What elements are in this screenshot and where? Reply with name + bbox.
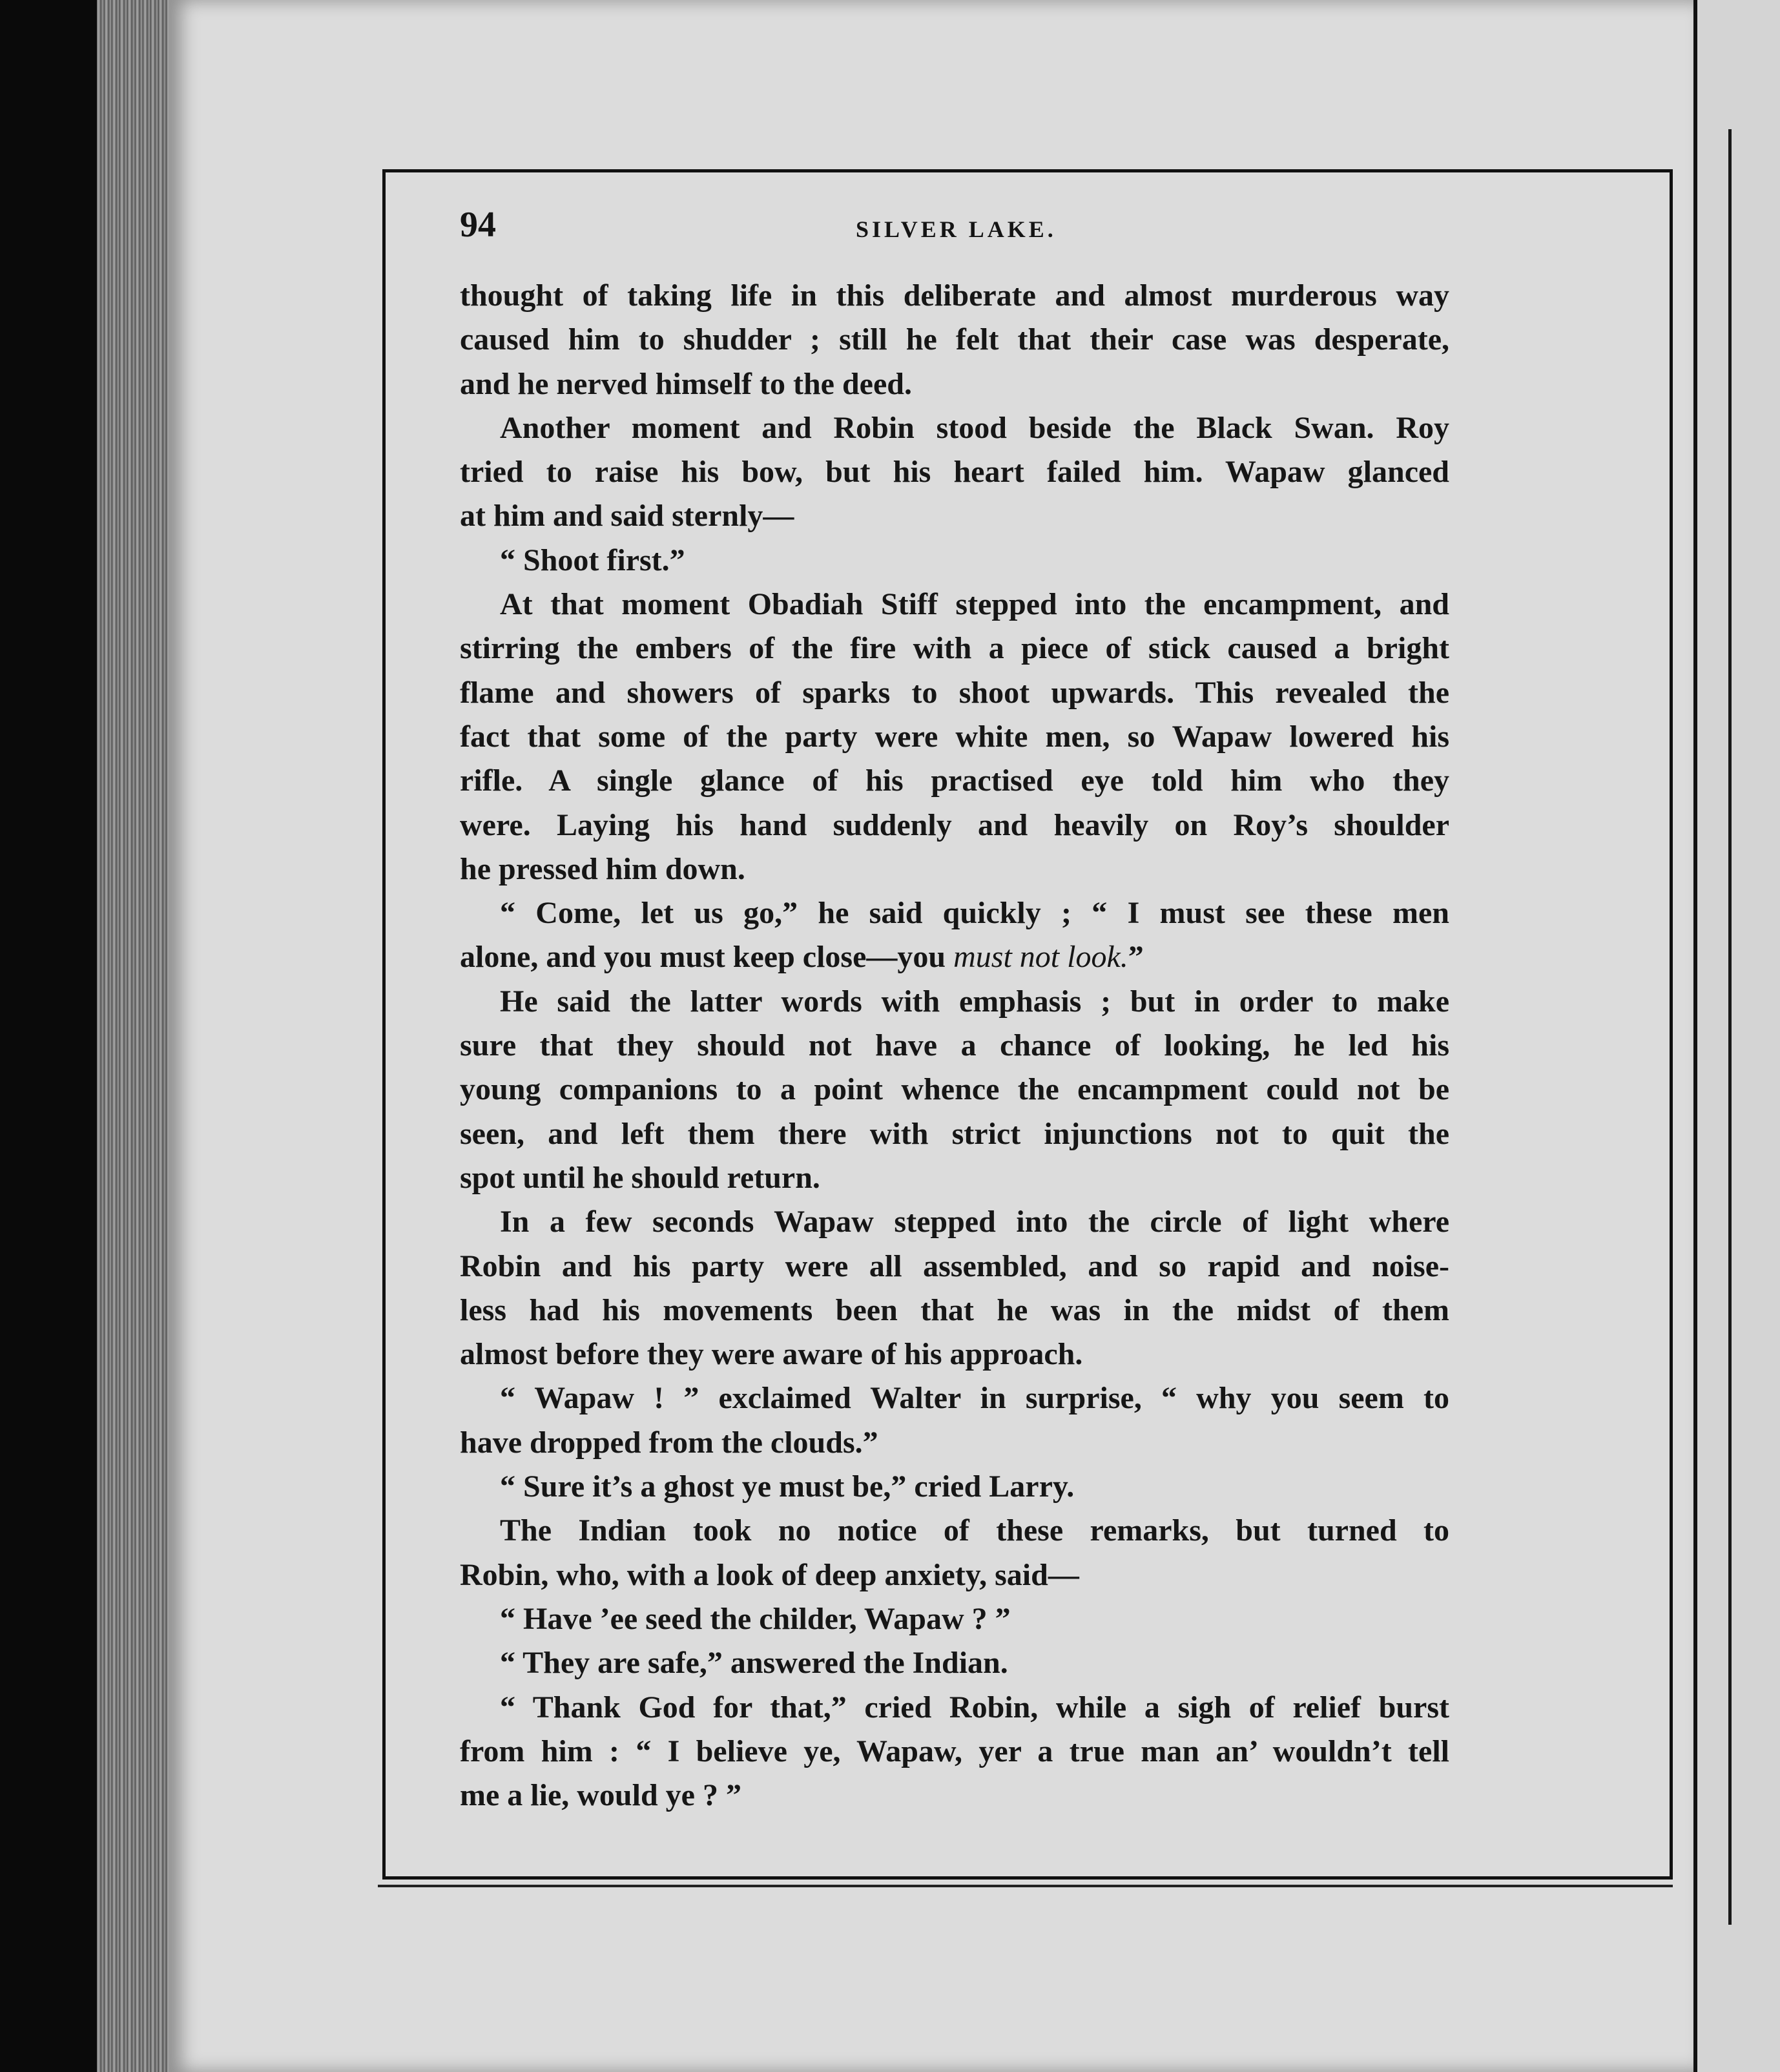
text-line: Another moment and Robin stood beside the Black Swan. Roy <box>500 410 1449 445</box>
page-number: 94 <box>460 205 496 245</box>
text-line: “ Sure it’s a ghost ye must be,” cried Larry. <box>500 1469 1075 1504</box>
text-line: fact that some of the party were white men, so Wapaw lowered his <box>460 719 1449 754</box>
page-header <box>460 204 1604 262</box>
text-line: less had his movements been that he was in the midst of them <box>460 1292 1449 1327</box>
text-line: seen, and left them there with strict injunctions not to quit the <box>460 1116 1449 1151</box>
text-line: In a few seconds Wapaw stepped into the circle of light where <box>500 1205 1449 1239</box>
text-segment: ” <box>1128 940 1144 975</box>
text-line: “ They are safe,” answered the Indian. <box>500 1646 1008 1681</box>
text-line: Robin and his party were all assembled, and so rapid and noise- <box>460 1248 1449 1283</box>
page-edges <box>97 0 174 2072</box>
text-line: “ Shoot first.” <box>500 543 685 577</box>
body-text <box>460 274 1449 1818</box>
text-line: At that moment Obadiah Stiff stepped into the encampment, and <box>500 587 1449 622</box>
running-head: SILVER LAKE. <box>856 216 1057 242</box>
facing-page-edge <box>1693 0 1780 2072</box>
text-line: almost before they were aware of his approach. <box>460 1337 1083 1372</box>
frame-bottom-rule <box>378 1885 1673 1887</box>
text-line: “ Wapaw ! ” exclaimed Walter in surprise, “ why you seem to <box>500 1381 1449 1416</box>
text-line: Robin, who, with a look of deep anxiety, said— <box>460 1557 1079 1592</box>
text-line: “ Have ’ee seed the childer, Wapaw ? ” <box>500 1601 1011 1636</box>
text-line: “ Come, let us go,” he said quickly ; “ I must see these men <box>500 896 1449 931</box>
text-line: He said the latter words with emphasis ; but in order to make <box>500 984 1449 1019</box>
text-line: have dropped from the clouds.” <box>460 1425 878 1460</box>
text-segment: alone, and you must keep close—you <box>460 940 954 975</box>
emphasized-text: must not look. <box>953 940 1128 975</box>
facing-page-rule <box>1728 129 1732 1925</box>
text-line <box>460 935 1449 979</box>
text-line: stirring the embers of the fire with a piece of stick caused a bright <box>460 631 1449 666</box>
text-line: young companions to a point whence the encampment could not be <box>460 1072 1449 1107</box>
text-line: spot until he should return. <box>460 1160 820 1195</box>
text-line: The Indian took no notice of these remarks, but turned to <box>500 1513 1449 1548</box>
text-line: at him and said sternly— <box>460 499 794 534</box>
text-line: he pressed him down. <box>460 851 745 886</box>
text-line: thought of taking life in this deliberate and almost murderous way <box>460 278 1449 313</box>
text-line: “ Thank God for that,” cried Robin, while a sigh of relief burst <box>500 1690 1449 1725</box>
text-line: from him : “ I believe ye, Wapaw, yer a true man an’ wouldn’t tell <box>460 1734 1449 1768</box>
text-line: flame and showers of sparks to shoot upwards. This revealed the <box>460 675 1449 710</box>
text-line: and he nerved himself to the deed. <box>460 366 912 401</box>
text-line: rifle. A single glance of his practised eye told him who they <box>460 763 1449 798</box>
text-line: were. Laying his hand suddenly and heavily on Roy’s shoulder <box>460 807 1449 842</box>
text-line: me a lie, would ye ? ” <box>460 1778 741 1813</box>
text-line: tried to raise his bow, but his heart failed him. Wapaw glanced <box>460 455 1449 490</box>
text-line: sure that they should not have a chance of looking, he led his <box>460 1028 1449 1063</box>
text-line: caused him to shudder ; still he felt that their case was desperate, <box>460 322 1449 357</box>
